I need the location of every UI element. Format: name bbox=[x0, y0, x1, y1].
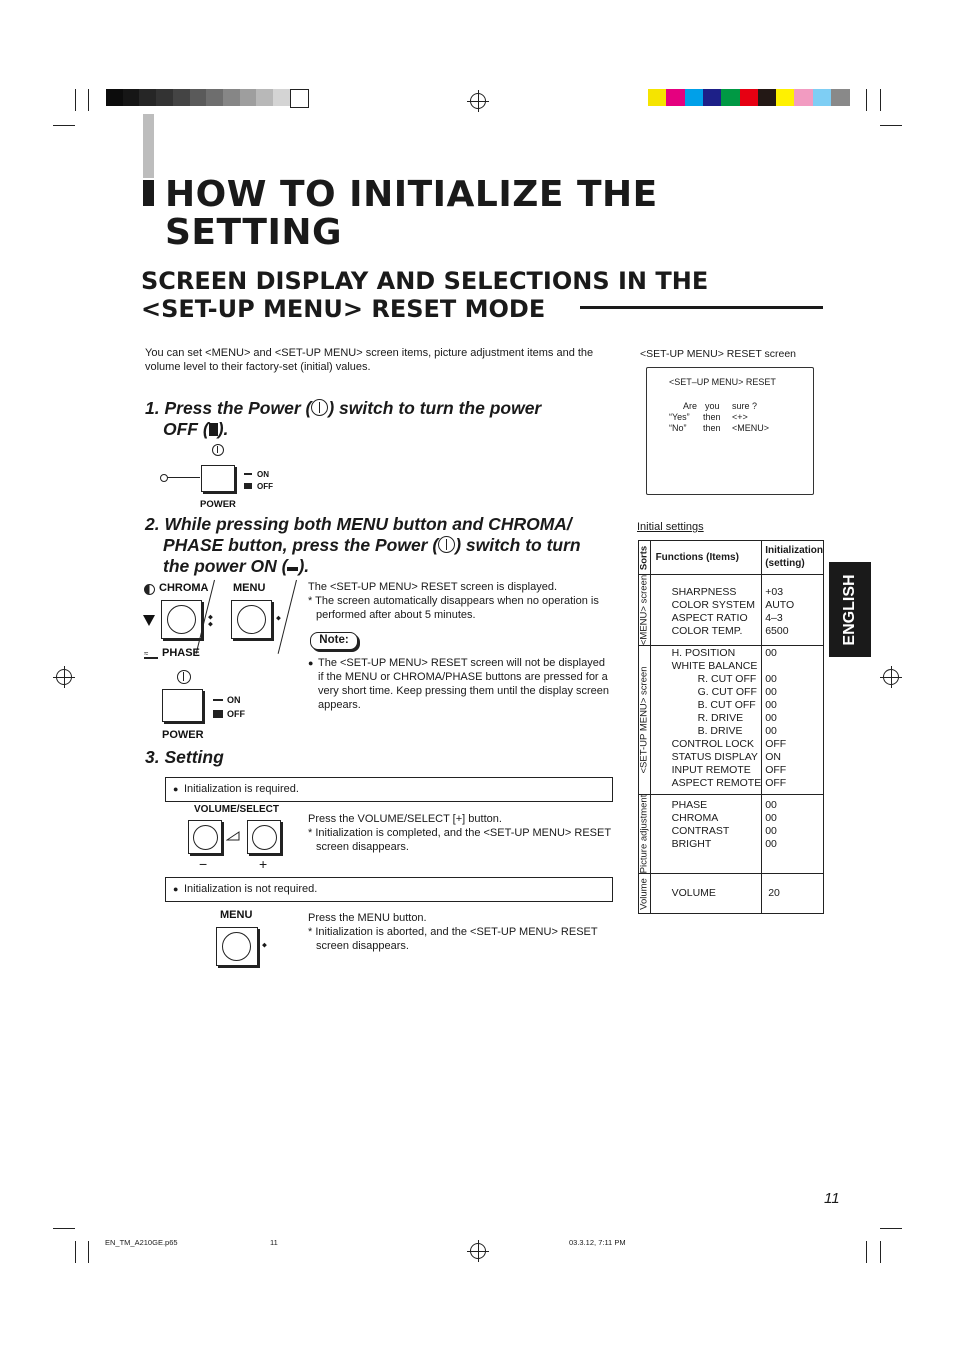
press-arrow-icon bbox=[143, 615, 155, 626]
functions-header-label: Functions (Items) bbox=[655, 552, 739, 563]
screen-row bbox=[683, 401, 697, 413]
plus-sign: + bbox=[259, 856, 268, 872]
value-label: 00 bbox=[765, 673, 777, 685]
on-label: ON bbox=[257, 470, 269, 479]
screen-row bbox=[703, 423, 721, 435]
item-label: R. CUT OFF bbox=[697, 673, 757, 685]
functions-header bbox=[650, 541, 762, 575]
power-label: POWER bbox=[162, 729, 204, 741]
reset-screen-illustration bbox=[646, 367, 814, 495]
gray-swatch bbox=[139, 89, 156, 106]
button-circle bbox=[252, 825, 277, 850]
page-title bbox=[165, 176, 658, 252]
value-label: 4–3 bbox=[765, 612, 783, 624]
color-swatch bbox=[794, 89, 813, 106]
item-label: WHITE BALANCE bbox=[671, 660, 758, 672]
color-swatch bbox=[648, 89, 667, 106]
sort-cell bbox=[639, 795, 651, 874]
screen-caption: <SET-UP MENU> RESET screen bbox=[640, 348, 796, 360]
screen-word: <MENU> bbox=[732, 423, 770, 433]
screen-row bbox=[732, 423, 769, 435]
screen-word: “Yes” bbox=[669, 412, 690, 422]
button-circle bbox=[237, 605, 266, 634]
items-cell bbox=[650, 874, 762, 914]
switch-on-icon bbox=[287, 567, 298, 571]
step2-description bbox=[308, 580, 613, 622]
values-cell bbox=[762, 874, 824, 914]
registration-mark-icon bbox=[470, 93, 486, 109]
chroma-icon bbox=[144, 584, 155, 595]
sorts-header bbox=[639, 541, 651, 575]
phase-label: PHASE bbox=[162, 647, 200, 659]
registration-mark-icon bbox=[56, 669, 72, 685]
item-label: VOLUME bbox=[671, 887, 716, 899]
gray-accent-bar bbox=[143, 114, 154, 178]
item-label: CHROMA bbox=[671, 812, 719, 824]
power-cable-end-icon bbox=[160, 474, 168, 482]
color-swatch bbox=[666, 89, 685, 106]
gray-swatch bbox=[173, 89, 190, 106]
crop-mark bbox=[866, 89, 867, 111]
registration-mark-icon bbox=[470, 1243, 486, 1259]
item-label: ASPECT RATIO bbox=[671, 612, 748, 624]
item-label: B. CUT OFF bbox=[697, 699, 756, 711]
sorts-header-label: Sorts bbox=[638, 545, 650, 570]
item-label: B. DRIVE bbox=[697, 725, 743, 737]
phase-icon: ≈ bbox=[144, 651, 158, 659]
black-accent-bar bbox=[143, 180, 154, 206]
step1-text-d: ). bbox=[217, 419, 229, 439]
sort-label: <MENU> screen bbox=[638, 574, 650, 646]
screen-word: “No” bbox=[669, 423, 687, 433]
gray-swatch bbox=[240, 89, 257, 106]
item-label: CONTROL LOCK bbox=[671, 738, 755, 750]
registration-mark-icon bbox=[883, 669, 899, 685]
gray-swatch bbox=[190, 89, 207, 106]
table-group-row bbox=[639, 874, 824, 914]
dot-icon: ⬥ bbox=[276, 615, 281, 622]
gray-swatch bbox=[206, 89, 223, 106]
value-label: OFF bbox=[765, 738, 787, 750]
power-switch-diagram bbox=[160, 442, 280, 514]
menu-button[interactable] bbox=[231, 600, 272, 639]
case1-text: Press the VOLUME/SELECT [+] button. bbox=[308, 813, 502, 825]
volume-minus-button[interactable] bbox=[188, 820, 222, 854]
value-label: 00 bbox=[765, 699, 777, 711]
menu-button[interactable] bbox=[216, 927, 258, 966]
volume-select-label: VOLUME/SELECT bbox=[194, 804, 280, 815]
power-symbol-icon bbox=[438, 536, 455, 553]
section-title bbox=[141, 267, 708, 323]
section-title-line1: SCREEN DISPLAY AND SELECTIONS IN THE bbox=[141, 267, 709, 295]
volume-plus-button[interactable] bbox=[247, 820, 281, 854]
value-label: AUTO bbox=[765, 599, 795, 611]
case2-box bbox=[165, 877, 613, 902]
switch-on-icon bbox=[244, 473, 252, 475]
case2-text: Press the MENU button. bbox=[308, 912, 427, 924]
step2-desc: The <SET-UP MENU> RESET screen is displayed. bbox=[308, 581, 558, 593]
values-cell bbox=[762, 646, 824, 795]
step1-text-c: OFF ( bbox=[163, 419, 209, 439]
value-label: 00 bbox=[765, 712, 777, 724]
menu-button-diagram bbox=[212, 906, 282, 970]
table-group-row bbox=[639, 795, 824, 874]
sort-label: <SET-UP MENU> screen bbox=[638, 666, 650, 774]
step2-line3-a: the power ON ( bbox=[163, 556, 288, 576]
gray-swatch bbox=[290, 89, 309, 108]
value-label: 00 bbox=[765, 838, 777, 850]
items-cell bbox=[650, 646, 762, 795]
color-swatch bbox=[740, 89, 759, 106]
crop-mark bbox=[88, 89, 89, 111]
gray-swatch bbox=[256, 89, 273, 106]
step3-heading: 3. Setting bbox=[145, 747, 224, 767]
item-label: H. POSITION bbox=[671, 647, 736, 659]
value-label: 6500 bbox=[765, 625, 789, 637]
step2-line3-b: ). bbox=[298, 556, 310, 576]
items-cell bbox=[650, 575, 762, 646]
screen-row bbox=[732, 412, 748, 424]
power-symbol-icon bbox=[177, 670, 191, 684]
case1-description bbox=[308, 812, 613, 854]
section-title-line2: <SET-UP MENU> RESET MODE bbox=[141, 295, 546, 323]
power-button[interactable] bbox=[162, 689, 203, 722]
sort-cell bbox=[639, 575, 651, 646]
volume-select-diagram bbox=[184, 803, 294, 875]
switch-off-icon bbox=[209, 423, 218, 436]
items-cell bbox=[650, 795, 762, 874]
color-swatch bbox=[685, 89, 704, 106]
case1-label: Initialization is required. bbox=[184, 783, 299, 795]
case2-description bbox=[308, 911, 613, 953]
on-label: ON bbox=[227, 695, 241, 705]
item-label: ASPECT REMOTE bbox=[671, 777, 762, 789]
screen-row bbox=[732, 401, 757, 413]
crop-mark bbox=[75, 89, 76, 111]
bullet-icon: ● bbox=[173, 784, 179, 794]
value-label: +03 bbox=[765, 586, 784, 598]
updown-dots-icon: ⬥ ⬥ bbox=[208, 614, 213, 628]
initial-settings-caption: Initial settings bbox=[637, 521, 704, 533]
case2-note: * Initialization is aborted, and the <SET-UP MENU> RESET screen disappears. bbox=[308, 926, 598, 952]
power-label: POWER bbox=[200, 499, 236, 510]
minus-sign: − bbox=[199, 856, 208, 872]
screen-word: then bbox=[703, 423, 721, 433]
switch-off-icon bbox=[213, 710, 223, 718]
color-swatch bbox=[758, 89, 777, 106]
crop-mark bbox=[53, 125, 75, 126]
note-body: The <SET-UP MENU> RESET screen will not be displayed if the MENU or CHROMA/PHASE buttons are pressed for a very short time. Keep pressing them until the display screen appears. bbox=[318, 657, 610, 711]
crop-mark bbox=[75, 1241, 76, 1263]
page-number: 11 bbox=[824, 1190, 840, 1207]
item-label: INPUT REMOTE bbox=[671, 764, 751, 776]
gray-swatch bbox=[106, 89, 123, 106]
bullet-icon: ● bbox=[173, 884, 179, 894]
screen-title: <SET–UP MENU> RESET bbox=[669, 377, 776, 387]
off-label: OFF bbox=[257, 482, 273, 491]
step1-heading bbox=[145, 398, 615, 440]
value-label: 00 bbox=[765, 686, 777, 698]
item-label: BRIGHT bbox=[671, 838, 712, 850]
color-swatch bbox=[776, 89, 795, 106]
value-label: 00 bbox=[765, 812, 777, 824]
step2-line1: 2. While pressing both MENU button and CHROMA/ bbox=[145, 514, 572, 534]
language-tab-label: ENGLISH bbox=[841, 573, 858, 646]
item-label: COLOR TEMP. bbox=[671, 625, 743, 637]
note-badge bbox=[310, 632, 358, 650]
value-label: 00 bbox=[765, 725, 777, 737]
gray-swatch bbox=[223, 89, 240, 106]
init-header bbox=[762, 541, 824, 575]
value-label: OFF bbox=[765, 777, 787, 789]
values-cell bbox=[762, 795, 824, 874]
item-label: G. CUT OFF bbox=[697, 686, 757, 698]
switch-on-icon bbox=[213, 699, 223, 701]
crop-mark bbox=[53, 1228, 75, 1229]
sort-cell bbox=[639, 646, 651, 795]
footer-file: EN_TM_A210GE.p65 bbox=[105, 1238, 178, 1247]
screen-word: then bbox=[703, 412, 721, 422]
item-label: R. DRIVE bbox=[697, 712, 744, 724]
power-button[interactable] bbox=[201, 465, 235, 492]
sort-label: Volume bbox=[638, 877, 650, 910]
step1-text-b: ) switch to turn the power bbox=[328, 398, 542, 418]
value-label: 00 bbox=[765, 647, 777, 659]
value-label bbox=[765, 660, 823, 673]
step2-heading bbox=[145, 514, 615, 577]
item-label: COLOR SYSTEM bbox=[671, 599, 755, 611]
init-header-label: Initialization (setting) bbox=[765, 545, 823, 569]
step2-line2-a: PHASE button, press the Power ( bbox=[163, 535, 439, 555]
bullet-icon: ● bbox=[308, 658, 314, 668]
section-title-rule bbox=[580, 306, 823, 309]
menu-label: MENU bbox=[220, 909, 253, 921]
sort-label: Picture adjustment bbox=[638, 794, 650, 874]
table-group-row bbox=[639, 646, 824, 795]
screen-row bbox=[669, 423, 687, 435]
screen-row bbox=[703, 412, 721, 424]
value-label: 00 bbox=[765, 799, 777, 811]
sort-cell bbox=[639, 874, 651, 914]
values-cell bbox=[762, 575, 824, 646]
value-label: OFF bbox=[765, 764, 787, 776]
screen-word: you bbox=[705, 401, 720, 411]
color-swatch bbox=[703, 89, 722, 106]
case1-box bbox=[165, 777, 613, 802]
page-title-line1: HOW TO INITIALIZE THE bbox=[165, 174, 658, 215]
switch-off-icon bbox=[244, 483, 252, 489]
step2-line2-b: ) switch to turn bbox=[455, 535, 581, 555]
button-circle bbox=[193, 825, 218, 850]
crop-mark bbox=[880, 1241, 881, 1263]
button-circle bbox=[167, 605, 196, 634]
value-label: ON bbox=[765, 751, 781, 763]
note-text bbox=[308, 656, 613, 712]
crop-mark bbox=[880, 89, 881, 111]
button-circle bbox=[222, 932, 251, 961]
off-label: OFF bbox=[227, 709, 245, 719]
screen-word: Are bbox=[683, 401, 698, 411]
color-swatch bbox=[831, 89, 850, 106]
gray-swatch bbox=[273, 89, 290, 106]
screen-word: <+> bbox=[732, 412, 748, 422]
table-group-row bbox=[639, 575, 824, 646]
crop-mark bbox=[88, 1241, 89, 1263]
item-label: CONTRAST bbox=[671, 825, 730, 837]
table-header-row bbox=[639, 541, 824, 575]
chroma-label: CHROMA bbox=[159, 582, 209, 594]
page-title-line2: SETTING bbox=[165, 212, 343, 253]
crop-mark bbox=[880, 125, 902, 126]
menu-label: MENU bbox=[233, 582, 266, 594]
screen-row bbox=[705, 401, 720, 413]
step2-desc-note: * The screen automatically disappears when no operation is performed after about 5 minutes. bbox=[308, 595, 599, 621]
footer-page: 11 bbox=[270, 1238, 278, 1247]
color-swatch bbox=[813, 89, 832, 106]
initial-settings-table bbox=[638, 540, 824, 914]
power-symbol-icon bbox=[311, 399, 328, 416]
value-label: 00 bbox=[765, 825, 777, 837]
case2-label: Initialization is not required. bbox=[184, 883, 318, 895]
item-label: PHASE bbox=[671, 799, 708, 811]
screen-row bbox=[669, 412, 690, 424]
color-swatch bbox=[721, 89, 740, 106]
power-symbol-icon bbox=[212, 444, 224, 456]
gray-swatch bbox=[156, 89, 173, 106]
screen-word: sure ? bbox=[732, 401, 758, 411]
note-label: Note: bbox=[319, 634, 349, 646]
value-label: 20 bbox=[768, 887, 780, 899]
chroma-menu-diagram bbox=[140, 578, 305, 748]
gray-swatch bbox=[123, 89, 140, 106]
crop-mark bbox=[880, 1228, 902, 1229]
language-tab bbox=[829, 562, 871, 657]
footer-date: 03.3.12, 7:11 PM bbox=[569, 1238, 626, 1247]
dot-icon: ⬥ bbox=[262, 942, 267, 949]
step1-text-a: 1. Press the Power ( bbox=[145, 398, 312, 418]
item-label: STATUS DISPLAY bbox=[671, 751, 758, 763]
volume-ramp-icon bbox=[226, 831, 240, 841]
crop-mark bbox=[866, 1241, 867, 1263]
item-label: SHARPNESS bbox=[671, 586, 737, 598]
case1-note: * Initialization is completed, and the <SET-UP MENU> RESET screen disappears. bbox=[308, 827, 611, 853]
intro-paragraph: You can set <MENU> and <SET-UP MENU> screen items, picture adjustment items and the volume level to their factory-set (initial) values. bbox=[145, 347, 594, 373]
chroma-phase-button[interactable] bbox=[161, 600, 202, 639]
